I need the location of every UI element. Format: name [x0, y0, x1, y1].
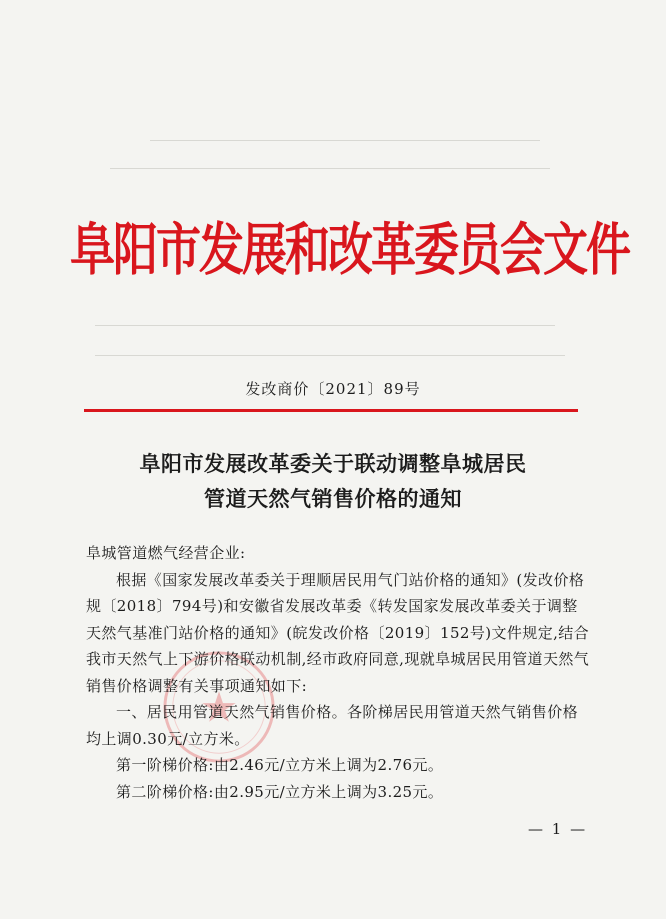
- notice-title-line-2: 管道天然气销售价格的通知: [204, 486, 462, 511]
- document-number: 发改商价〔2021〕89号: [245, 380, 421, 398]
- body-paragraph: 根据《国家发展改革委关于理顺居民用气门站价格的通知》(发改价格规〔2018〕794号)和安徽省发展改革委《转发国家发展改革委关于调整天然气基准门站价格的通知》(皖发改价格〔2019〕152号)文件规定,结合我市天然气上下游价格联动机制,经市政府同意,现就阜城居民用管道天然气销售价格调整有关事项通知如下:: [86, 570, 590, 695]
- salutation: 阜城管道燃气经营企业:: [86, 544, 246, 562]
- issuer-title: 阜阳市发展和改革委员会文件: [70, 216, 630, 283]
- notice-body: [86, 540, 590, 805]
- body-paragraph: 第一阶梯价格:由2.46元/立方米上调为2.76元。: [116, 756, 444, 774]
- page-number: — 1 —: [528, 820, 588, 838]
- bleed-through-line: [95, 325, 555, 326]
- body-paragraph: 一、居民用管道天然气销售价格。各阶梯居民用管道天然气销售价格均上调0.30元/立方米。: [86, 703, 579, 748]
- body-paragraph: 第二阶梯价格:由2.95元/立方米上调为3.25元。: [116, 782, 444, 801]
- bleed-through-line: [95, 355, 565, 356]
- red-divider-line: [84, 409, 578, 412]
- notice-title-line-1: 阜阳市发展改革委关于联动调整阜城居民: [139, 451, 527, 476]
- bleed-through-line: [110, 168, 550, 169]
- bleed-through-line: [150, 140, 540, 141]
- notice-title: [60, 446, 606, 516]
